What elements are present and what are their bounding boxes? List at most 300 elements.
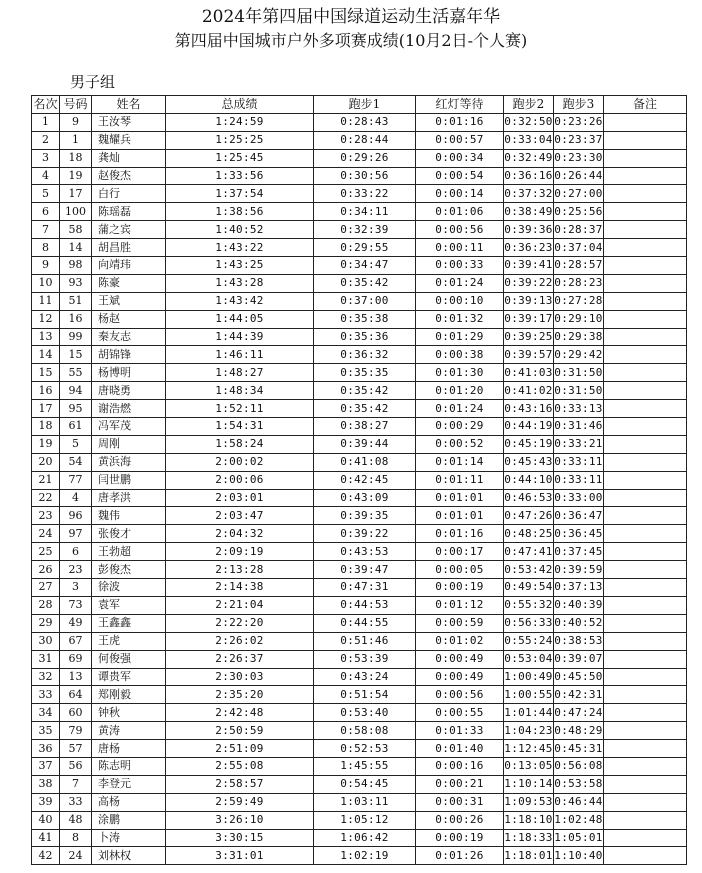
- number-cell: 18: [60, 149, 92, 167]
- remarks-cell: [604, 364, 687, 382]
- run1-cell: 0:44:53: [314, 596, 416, 614]
- rank-cell: 22: [32, 489, 60, 507]
- name-cell: 谢浩燃: [92, 400, 166, 418]
- run3-cell: 0:47:24: [554, 704, 604, 722]
- run3-cell: 0:37:45: [554, 543, 604, 561]
- name-cell: 王鑫鑫: [92, 614, 166, 632]
- remarks-cell: [604, 471, 687, 489]
- run2-cell: 0:32:49: [504, 149, 554, 167]
- column-header-run2: 跑步2: [504, 96, 554, 114]
- table-row: [32, 507, 687, 525]
- table-row: [32, 292, 687, 310]
- run1-cell: 0:51:46: [314, 632, 416, 650]
- run3-cell: 0:33:11: [554, 453, 604, 471]
- name-cell: 魏伟: [92, 507, 166, 525]
- red-light-wait-cell: 0:00:54: [416, 167, 504, 185]
- total-time-cell: 1:37:54: [166, 185, 314, 203]
- run2-cell: 1:18:33: [504, 829, 554, 847]
- number-cell: 8: [60, 829, 92, 847]
- column-header-rank: 名次: [33, 97, 58, 112]
- results-table: [31, 95, 687, 865]
- table-row: [32, 847, 687, 865]
- number-cell: 6: [60, 543, 92, 561]
- red-light-wait-cell: 0:01:16: [416, 113, 504, 131]
- total-time-cell: 2:04:32: [166, 525, 314, 543]
- number-cell: 96: [60, 507, 92, 525]
- run3-cell: 0:25:56: [554, 203, 604, 221]
- run2-cell: 0:38:49: [504, 203, 554, 221]
- total-time-cell: 1:43:42: [166, 292, 314, 310]
- run1-cell: 0:35:35: [314, 364, 416, 382]
- run2-cell: 0:46:53: [504, 489, 554, 507]
- run3-cell: 1:05:01: [554, 829, 604, 847]
- run3-cell: 0:42:31: [554, 686, 604, 704]
- remarks-cell: [604, 221, 687, 239]
- run3-cell: 0:33:13: [554, 400, 604, 418]
- red-light-wait-cell: 0:00:14: [416, 185, 504, 203]
- remarks-cell: [604, 203, 687, 221]
- column-header-run1: 跑步1: [314, 96, 416, 114]
- rank-cell: 40: [32, 811, 60, 829]
- run3-cell: 0:37:04: [554, 239, 604, 257]
- run1-cell: 0:44:55: [314, 614, 416, 632]
- run1-cell: 0:28:44: [314, 131, 416, 149]
- table-row: [32, 346, 687, 364]
- run2-cell: 1:18:01: [504, 847, 554, 865]
- rank-cell: 21: [32, 471, 60, 489]
- run2-cell: 1:00:49: [504, 668, 554, 686]
- run2-cell: 1:12:45: [504, 740, 554, 758]
- total-time-cell: 2:55:08: [166, 757, 314, 775]
- rank-cell: 11: [32, 292, 60, 310]
- number-cell: 57: [60, 740, 92, 758]
- number-cell: 4: [60, 489, 92, 507]
- red-light-wait-cell: 0:01:01: [416, 489, 504, 507]
- rank-cell: 3: [32, 149, 60, 167]
- table-row: [32, 793, 687, 811]
- remarks-cell: [604, 418, 687, 436]
- run1-cell: 0:53:39: [314, 650, 416, 668]
- remarks-cell: [604, 346, 687, 364]
- red-light-wait-cell: 0:01:40: [416, 740, 504, 758]
- rank-cell: 1: [32, 113, 60, 131]
- rank-cell: 15: [32, 364, 60, 382]
- number-cell: 58: [60, 221, 92, 239]
- number-cell: 17: [60, 185, 92, 203]
- rank-cell: 18: [32, 418, 60, 436]
- run2-cell: 1:00:55: [504, 686, 554, 704]
- column-header-total: 总成绩: [166, 96, 314, 114]
- run2-cell: 0:39:22: [504, 274, 554, 292]
- number-cell: 1: [60, 131, 92, 149]
- red-light-wait-cell: 0:00:19: [416, 579, 504, 597]
- name-cell: 胡锦锋: [92, 346, 166, 364]
- number-cell: 73: [60, 596, 92, 614]
- rank-cell: 41: [32, 829, 60, 847]
- run3-cell: 0:33:21: [554, 435, 604, 453]
- table-row: [32, 614, 687, 632]
- run3-cell: 0:31:50: [554, 382, 604, 400]
- remarks-cell: [604, 668, 687, 686]
- page-subtitle: 第四届中国城市户外多项赛成绩(10月2日-个人赛): [174, 31, 528, 50]
- table-row: [32, 203, 687, 221]
- name-cell: 袁军: [92, 596, 166, 614]
- run3-cell: 0:23:30: [554, 149, 604, 167]
- run1-cell: 0:39:22: [314, 525, 416, 543]
- run2-cell: 0:37:32: [504, 185, 554, 203]
- red-light-wait-cell: 0:00:38: [416, 346, 504, 364]
- run2-cell: 0:39:13: [504, 292, 554, 310]
- name-cell: 卜涛: [92, 829, 166, 847]
- red-light-wait-cell: 0:01:29: [416, 328, 504, 346]
- number-cell: 15: [60, 346, 92, 364]
- total-time-cell: 1:58:24: [166, 435, 314, 453]
- name-cell: 王虎: [92, 632, 166, 650]
- run3-cell: 0:48:29: [554, 722, 604, 740]
- run1-cell: 0:29:55: [314, 239, 416, 257]
- total-time-cell: 2:51:09: [166, 740, 314, 758]
- run3-cell: 0:37:13: [554, 579, 604, 597]
- rank-cell: 2: [32, 131, 60, 149]
- total-time-cell: 1:43:28: [166, 274, 314, 292]
- table-row: [32, 686, 687, 704]
- run1-cell: 0:52:53: [314, 740, 416, 758]
- remarks-cell: [604, 292, 687, 310]
- column-header-red-light-wait: 红灯等待: [416, 96, 504, 114]
- red-light-wait-cell: 0:01:01: [416, 507, 504, 525]
- run3-cell: 0:26:44: [554, 167, 604, 185]
- number-cell: 13: [60, 668, 92, 686]
- table-row: [32, 167, 687, 185]
- remarks-cell: [604, 257, 687, 275]
- name-cell: 杨博明: [92, 364, 166, 382]
- name-cell: 魏耀兵: [92, 131, 166, 149]
- number-cell: 55: [60, 364, 92, 382]
- run3-cell: 0:36:45: [554, 525, 604, 543]
- rank-cell: 36: [32, 740, 60, 758]
- red-light-wait-cell: 0:00:34: [416, 149, 504, 167]
- number-cell: 79: [60, 722, 92, 740]
- remarks-cell: [604, 561, 687, 579]
- red-light-wait-cell: 0:01:24: [416, 274, 504, 292]
- table-row: [32, 757, 687, 775]
- rank-cell: 34: [32, 704, 60, 722]
- run2-cell: 0:53:42: [504, 561, 554, 579]
- name-cell: 龚灿: [92, 149, 166, 167]
- number-cell: 9: [60, 113, 92, 131]
- name-cell: 何俊强: [92, 650, 166, 668]
- remarks-cell: [604, 167, 687, 185]
- run1-cell: 0:54:45: [314, 775, 416, 793]
- run3-cell: 0:23:37: [554, 131, 604, 149]
- red-light-wait-cell: 0:00:05: [416, 561, 504, 579]
- total-time-cell: 1:38:56: [166, 203, 314, 221]
- table-row: [32, 829, 687, 847]
- table-row: [32, 418, 687, 436]
- run1-cell: 0:35:42: [314, 382, 416, 400]
- run1-cell: 1:02:19: [314, 847, 416, 865]
- total-time-cell: 1:33:56: [166, 167, 314, 185]
- remarks-cell: [604, 847, 687, 865]
- run2-cell: 0:41:02: [504, 382, 554, 400]
- table-row: [32, 131, 687, 149]
- name-cell: 白行: [92, 185, 166, 203]
- run2-cell: 0:41:03: [504, 364, 554, 382]
- number-cell: 19: [60, 167, 92, 185]
- rank-cell: 23: [32, 507, 60, 525]
- red-light-wait-cell: 0:01:02: [416, 632, 504, 650]
- run2-cell: 0:36:23: [504, 239, 554, 257]
- run2-cell: 1:09:53: [504, 793, 554, 811]
- total-time-cell: 2:03:01: [166, 489, 314, 507]
- run3-cell: 0:28:37: [554, 221, 604, 239]
- red-light-wait-cell: 0:00:56: [416, 686, 504, 704]
- table-row: [32, 257, 687, 275]
- run1-cell: 0:35:38: [314, 310, 416, 328]
- run3-cell: 0:29:42: [554, 346, 604, 364]
- number-cell: 5: [60, 435, 92, 453]
- table-row: [32, 650, 687, 668]
- run3-cell: 0:28:57: [554, 257, 604, 275]
- run1-cell: 0:34:11: [314, 203, 416, 221]
- red-light-wait-cell: 0:01:16: [416, 525, 504, 543]
- number-cell: 100: [60, 203, 92, 221]
- total-time-cell: 2:59:49: [166, 793, 314, 811]
- remarks-cell: [604, 614, 687, 632]
- rank-cell: 24: [32, 525, 60, 543]
- remarks-cell: [604, 596, 687, 614]
- remarks-cell: [604, 453, 687, 471]
- run1-cell: 0:41:08: [314, 453, 416, 471]
- total-time-cell: 2:26:02: [166, 632, 314, 650]
- total-time-cell: 1:43:25: [166, 257, 314, 275]
- remarks-cell: [604, 650, 687, 668]
- run3-cell: 0:39:59: [554, 561, 604, 579]
- run1-cell: 1:45:55: [314, 757, 416, 775]
- rank-cell: 6: [32, 203, 60, 221]
- run2-cell: 0:47:41: [504, 543, 554, 561]
- red-light-wait-cell: 0:00:21: [416, 775, 504, 793]
- remarks-cell: [604, 113, 687, 131]
- name-cell: 刘林权: [92, 847, 166, 865]
- total-time-cell: 1:40:52: [166, 221, 314, 239]
- name-cell: 张俊才: [92, 525, 166, 543]
- run3-cell: 0:29:38: [554, 328, 604, 346]
- number-cell: 69: [60, 650, 92, 668]
- run1-cell: 0:51:54: [314, 686, 416, 704]
- total-time-cell: 2:35:20: [166, 686, 314, 704]
- run2-cell: 0:39:57: [504, 346, 554, 364]
- number-cell: 49: [60, 614, 92, 632]
- name-cell: 周刚: [92, 435, 166, 453]
- name-cell: 陈瑶磊: [92, 203, 166, 221]
- rank-cell: 27: [32, 579, 60, 597]
- red-light-wait-cell: 0:00:19: [416, 829, 504, 847]
- table-row: [32, 722, 687, 740]
- red-light-wait-cell: 0:01:20: [416, 382, 504, 400]
- run1-cell: 0:39:47: [314, 561, 416, 579]
- run2-cell: 0:43:16: [504, 400, 554, 418]
- run3-cell: 0:56:08: [554, 757, 604, 775]
- number-cell: 23: [60, 561, 92, 579]
- total-time-cell: 1:44:05: [166, 310, 314, 328]
- table-row: [32, 668, 687, 686]
- name-cell: 郑刚毅: [92, 686, 166, 704]
- rank-cell: 5: [32, 185, 60, 203]
- run1-cell: 0:39:35: [314, 507, 416, 525]
- total-time-cell: 1:44:39: [166, 328, 314, 346]
- remarks-cell: [604, 525, 687, 543]
- table-row: [32, 596, 687, 614]
- number-cell: 64: [60, 686, 92, 704]
- total-time-cell: 2:00:02: [166, 453, 314, 471]
- name-cell: 冯军茂: [92, 418, 166, 436]
- run1-cell: 0:43:09: [314, 489, 416, 507]
- table-row: [32, 435, 687, 453]
- remarks-cell: [604, 722, 687, 740]
- table-row: [32, 561, 687, 579]
- table-row: [32, 489, 687, 507]
- table-row: [32, 453, 687, 471]
- total-time-cell: 2:14:38: [166, 579, 314, 597]
- total-time-cell: 2:21:04: [166, 596, 314, 614]
- rank-cell: 17: [32, 400, 60, 418]
- table-row: [32, 632, 687, 650]
- run2-cell: 0:33:04: [504, 131, 554, 149]
- name-cell: 胡昌胜: [92, 239, 166, 257]
- red-light-wait-cell: 0:00:57: [416, 131, 504, 149]
- name-cell: 徐波: [92, 579, 166, 597]
- run1-cell: 0:38:27: [314, 418, 416, 436]
- name-cell: 钟秋: [92, 704, 166, 722]
- run2-cell: 0:44:10: [504, 471, 554, 489]
- run3-cell: 0:33:11: [554, 471, 604, 489]
- remarks-cell: [604, 811, 687, 829]
- red-light-wait-cell: 0:00:29: [416, 418, 504, 436]
- number-cell: 95: [60, 400, 92, 418]
- table-row: [32, 382, 687, 400]
- number-cell: 54: [60, 453, 92, 471]
- run3-cell: 0:27:28: [554, 292, 604, 310]
- run3-cell: 0:31:46: [554, 418, 604, 436]
- run1-cell: 0:34:47: [314, 257, 416, 275]
- remarks-cell: [604, 775, 687, 793]
- table-row: [32, 543, 687, 561]
- number-cell: 94: [60, 382, 92, 400]
- total-time-cell: 2:09:19: [166, 543, 314, 561]
- name-cell: 秦友志: [92, 328, 166, 346]
- run2-cell: 1:18:10: [504, 811, 554, 829]
- red-light-wait-cell: 0:00:10: [416, 292, 504, 310]
- table-row: [32, 740, 687, 758]
- total-time-cell: 2:03:47: [166, 507, 314, 525]
- run3-cell: 1:10:40: [554, 847, 604, 865]
- run2-cell: 0:48:25: [504, 525, 554, 543]
- name-cell: 唐晓勇: [92, 382, 166, 400]
- name-cell: 王斌: [92, 292, 166, 310]
- total-time-cell: 1:25:45: [166, 149, 314, 167]
- remarks-cell: [604, 149, 687, 167]
- run2-cell: 0:39:25: [504, 328, 554, 346]
- red-light-wait-cell: 0:01:32: [416, 310, 504, 328]
- run1-cell: 0:35:42: [314, 274, 416, 292]
- number-cell: 99: [60, 328, 92, 346]
- name-cell: 彭俊杰: [92, 561, 166, 579]
- run2-cell: 0:56:33: [504, 614, 554, 632]
- number-cell: 7: [60, 775, 92, 793]
- run1-cell: 0:42:45: [314, 471, 416, 489]
- table-row: [32, 364, 687, 382]
- table-row: [32, 471, 687, 489]
- remarks-cell: [604, 131, 687, 149]
- total-time-cell: 1:54:31: [166, 418, 314, 436]
- name-cell: 杨赵: [92, 310, 166, 328]
- run2-cell: 0:13:05: [504, 757, 554, 775]
- page-title: 2024年第四届中国绿道运动生活嘉年华: [201, 7, 501, 27]
- table-row: [32, 185, 687, 203]
- total-time-cell: 1:48:27: [166, 364, 314, 382]
- rank-cell: 31: [32, 650, 60, 668]
- group-label: 男子组: [70, 73, 116, 91]
- number-cell: 24: [60, 847, 92, 865]
- name-cell: 王汝琴: [92, 113, 166, 131]
- remarks-cell: [604, 435, 687, 453]
- rank-cell: 14: [32, 346, 60, 364]
- run1-cell: 0:47:31: [314, 579, 416, 597]
- name-cell: 向靖玮: [92, 257, 166, 275]
- table-row: [32, 113, 687, 131]
- remarks-cell: [604, 793, 687, 811]
- red-light-wait-cell: 0:00:49: [416, 668, 504, 686]
- number-cell: 3: [60, 579, 92, 597]
- remarks-cell: [604, 382, 687, 400]
- rank-cell: 38: [32, 775, 60, 793]
- number-cell: 48: [60, 811, 92, 829]
- red-light-wait-cell: 0:00:11: [416, 239, 504, 257]
- total-time-cell: 1:48:34: [166, 382, 314, 400]
- table-row: [32, 704, 687, 722]
- name-cell: 陈志明: [92, 757, 166, 775]
- red-light-wait-cell: 0:00:16: [416, 757, 504, 775]
- run2-cell: 0:45:19: [504, 435, 554, 453]
- red-light-wait-cell: 0:00:49: [416, 650, 504, 668]
- run3-cell: 0:46:44: [554, 793, 604, 811]
- remarks-cell: [604, 274, 687, 292]
- number-cell: 97: [60, 525, 92, 543]
- rank-cell: 26: [32, 561, 60, 579]
- run1-cell: 0:39:44: [314, 435, 416, 453]
- red-light-wait-cell: 0:00:55: [416, 704, 504, 722]
- table-row: [32, 239, 687, 257]
- number-cell: 98: [60, 257, 92, 275]
- run2-cell: 1:04:23: [504, 722, 554, 740]
- run1-cell: 0:29:26: [314, 149, 416, 167]
- name-cell: 陈豪: [92, 274, 166, 292]
- table-row: [32, 328, 687, 346]
- rank-cell: 4: [32, 167, 60, 185]
- red-light-wait-cell: 0:00:59: [416, 614, 504, 632]
- run3-cell: 0:36:47: [554, 507, 604, 525]
- run2-cell: 0:39:36: [504, 221, 554, 239]
- remarks-cell: [604, 185, 687, 203]
- total-time-cell: 3:30:15: [166, 829, 314, 847]
- run3-cell: 1:02:48: [554, 811, 604, 829]
- run2-cell: 0:32:50: [504, 113, 554, 131]
- rank-cell: 29: [32, 614, 60, 632]
- total-time-cell: 2:50:59: [166, 722, 314, 740]
- table-row: [32, 400, 687, 418]
- run2-cell: 0:39:41: [504, 257, 554, 275]
